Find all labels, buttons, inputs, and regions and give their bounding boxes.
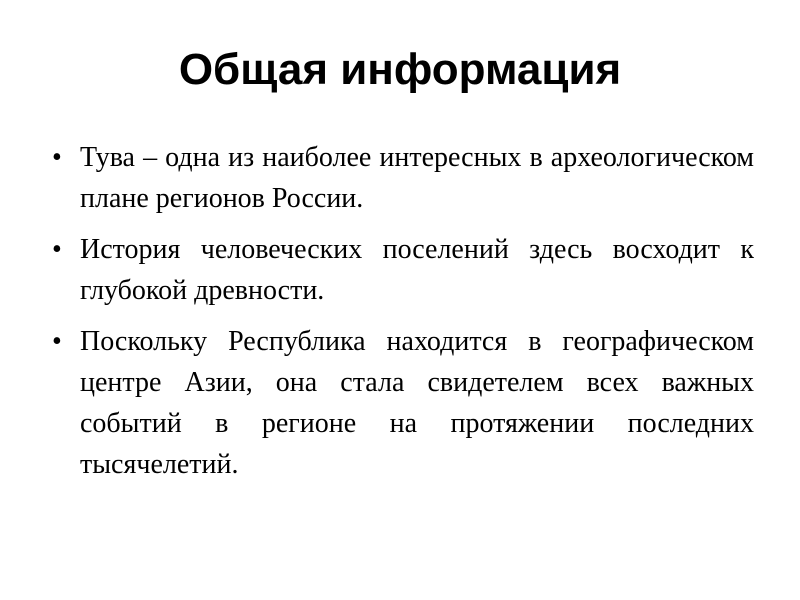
bullet-marker: • bbox=[52, 142, 62, 173]
bullet-item bbox=[46, 321, 754, 485]
bullet-marker: • bbox=[52, 234, 62, 265]
bullet-list bbox=[46, 137, 754, 495]
bullet-text: Тува – одна из наиболее интересных в археологическом плане регионов России. bbox=[80, 142, 754, 214]
slide-title: Общая информация bbox=[178, 45, 622, 94]
bullet-text: История человеческих поселений здесь восходит к глубокой древности. bbox=[80, 234, 754, 306]
bullet-text: Поскольку Республика находится в географическом центре Азии, она стала свидетелем всех важных событий в регионе на протяжении последних тысячелетий. bbox=[80, 326, 754, 480]
bullet-item bbox=[46, 229, 754, 311]
bullet-marker: • bbox=[52, 326, 62, 357]
bullet-item bbox=[46, 137, 754, 219]
